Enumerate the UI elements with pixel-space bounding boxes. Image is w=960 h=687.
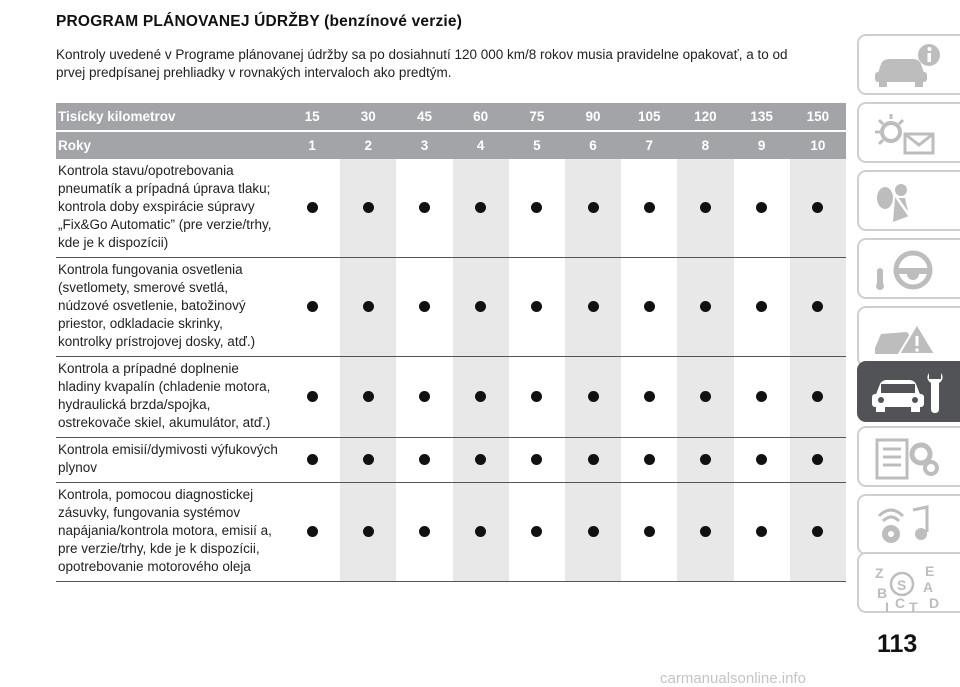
maintenance-item-row — [56, 258, 846, 357]
interval-cell — [677, 438, 733, 483]
check-required-dot — [644, 526, 655, 537]
km-header-label: Tisícky kilometrov — [56, 103, 284, 131]
check-required-dot — [531, 202, 542, 213]
check-required-dot — [700, 454, 711, 465]
index-letter: B — [877, 585, 888, 601]
km-value: 75 — [509, 103, 565, 131]
maintenance-item-row — [56, 159, 846, 258]
maintenance-schedule-table — [56, 103, 846, 582]
interval-cell — [734, 258, 790, 357]
year-value: 4 — [453, 131, 509, 159]
interval-cell — [509, 357, 565, 438]
intro-line: Kontroly uvedené v Programe plánovanej údržby sa po dosiahnutí 120 000 km/8 rokov musia pravidelne opakovať, a to od — [56, 47, 788, 62]
km-value: 30 — [340, 103, 396, 131]
interval-cell — [734, 159, 790, 258]
check-required-dot — [756, 202, 767, 213]
interval-cell — [284, 258, 340, 357]
interval-cell — [453, 438, 509, 483]
page-number: 113 — [877, 630, 918, 658]
check-required-dot — [419, 526, 430, 537]
interval-cell — [396, 357, 452, 438]
index-icon — [869, 560, 949, 616]
check-required-dot — [700, 301, 711, 312]
interval-cell — [340, 159, 396, 258]
maintenance-item-line: ostrekovače skiel, akumulátor, atď.) — [58, 415, 271, 430]
check-required-dot — [307, 526, 318, 537]
check-required-dot — [588, 301, 599, 312]
check-required-dot — [812, 454, 823, 465]
interval-cell — [790, 483, 846, 582]
maintenance-item-line: Kontrola, pomocou diagnostickej — [58, 487, 254, 502]
check-required-dot — [307, 301, 318, 312]
interval-cell — [734, 438, 790, 483]
maintenance-item-row — [56, 438, 846, 483]
maintenance-item-line: kontrola doby exspirácie súpravy — [58, 199, 255, 214]
km-value: 105 — [621, 103, 677, 131]
km-value: 135 — [734, 103, 790, 131]
km-value: 90 — [565, 103, 621, 131]
tab-safety[interactable] — [857, 170, 960, 231]
maintenance-item-line: núdzové osvetlenie, batožinový — [58, 298, 246, 313]
check-required-dot — [419, 454, 430, 465]
check-required-dot — [812, 391, 823, 402]
interval-cell — [677, 357, 733, 438]
index-letter: S — [897, 577, 907, 593]
tab-warning-lights[interactable] — [857, 102, 960, 163]
check-required-dot — [531, 391, 542, 402]
interval-cell — [621, 483, 677, 582]
interval-cell — [790, 258, 846, 357]
maintenance-item-row — [56, 357, 846, 438]
interval-cell — [790, 357, 846, 438]
check-required-dot — [644, 391, 655, 402]
maintenance-item-line: priestor, odkladacie skrinky, — [58, 316, 223, 331]
interval-cell — [284, 357, 340, 438]
interval-cell — [284, 483, 340, 582]
tab-maintenance[interactable] — [857, 361, 960, 422]
km-value: 45 — [396, 103, 452, 131]
maintenance-item-line: hydraulická brzda/spojka, — [58, 397, 211, 412]
check-required-dot — [475, 301, 486, 312]
interval-cell — [453, 159, 509, 258]
check-required-dot — [644, 301, 655, 312]
check-required-dot — [363, 301, 374, 312]
index-letter: T — [909, 599, 918, 615]
index-letter: E — [925, 563, 935, 579]
tab-driving[interactable] — [857, 238, 960, 299]
check-required-dot — [700, 391, 711, 402]
check-required-dot — [363, 202, 374, 213]
maintenance-item-line: hladiny kvapalín (chladenie motora, — [58, 379, 271, 394]
multimedia-icon — [869, 502, 949, 550]
check-required-dot — [756, 454, 767, 465]
km-value: 60 — [453, 103, 509, 131]
check-required-dot — [812, 301, 823, 312]
check-required-dot — [475, 202, 486, 213]
year-value: 6 — [565, 131, 621, 159]
interval-cell — [621, 357, 677, 438]
maintenance-item-line: kontrolky prístrojovej dosky, atď.) — [58, 334, 256, 349]
interval-cell — [565, 483, 621, 582]
check-required-dot — [812, 526, 823, 537]
technical-data-icon — [869, 434, 949, 482]
year-value: 3 — [396, 131, 452, 159]
index-letter: D — [929, 595, 940, 611]
maintenance-item-line: Kontrola stavu/opotrebovania — [58, 163, 234, 178]
index-letter: A — [923, 579, 934, 595]
tab-index[interactable] — [857, 552, 960, 613]
maintenance-item-line: opotrebovanie motorového oleja — [58, 559, 251, 574]
check-required-dot — [756, 526, 767, 537]
interval-cell — [734, 483, 790, 582]
years-header-label: Roky — [56, 131, 284, 159]
maintenance-item-line: pre verzie/trhy, kde je k dispozícii, — [58, 541, 260, 556]
index-letter: Z — [875, 565, 884, 581]
tab-multimedia[interactable] — [857, 494, 960, 555]
km-value: 15 — [284, 103, 340, 131]
check-required-dot — [307, 391, 318, 402]
maintenance-item-line: „Fix&Go Automatic” (pre verzie/trhy, — [58, 217, 272, 232]
maintenance-item-label — [56, 357, 284, 438]
interval-cell — [509, 483, 565, 582]
car-info-icon — [869, 42, 949, 90]
check-required-dot — [588, 391, 599, 402]
interval-cell — [396, 438, 452, 483]
interval-cell — [677, 258, 733, 357]
check-required-dot — [700, 526, 711, 537]
check-required-dot — [812, 202, 823, 213]
maintenance-item-line: Kontrola a prípadné doplnenie — [58, 361, 239, 376]
page-title: PROGRAM PLÁNOVANEJ ÚDRŽBY (benzínové verzie) — [56, 13, 463, 30]
interval-cell — [340, 483, 396, 582]
check-required-dot — [419, 202, 430, 213]
interval-cell — [340, 438, 396, 483]
interval-cell — [509, 159, 565, 258]
interval-cell — [565, 258, 621, 357]
interval-cell — [509, 438, 565, 483]
km-value: 150 — [790, 103, 846, 131]
interval-cell — [621, 258, 677, 357]
check-required-dot — [644, 202, 655, 213]
tab-technical-data[interactable] — [857, 426, 960, 487]
check-required-dot — [419, 301, 430, 312]
interval-cell — [565, 159, 621, 258]
watermark: carmanualsonline.info — [660, 670, 806, 687]
interval-cell — [453, 483, 509, 582]
interval-cell — [340, 258, 396, 357]
km-value: 120 — [677, 103, 733, 131]
interval-cell — [453, 357, 509, 438]
maintenance-item-line: (svetlomety, smerové svetlá, — [58, 280, 229, 295]
interval-cell — [677, 159, 733, 258]
check-required-dot — [531, 526, 542, 537]
maintenance-item-line: pneumatík a prípadná úprava tlaku; — [58, 181, 271, 196]
check-required-dot — [644, 454, 655, 465]
maintenance-item-line: Kontrola fungovania osvetlenia — [58, 262, 243, 277]
check-required-dot — [588, 454, 599, 465]
year-value: 2 — [340, 131, 396, 159]
check-required-dot — [475, 454, 486, 465]
years-header-row — [56, 131, 846, 159]
maintenance-item-line: kde je k dispozícii) — [58, 235, 169, 250]
maintenance-item-label — [56, 159, 284, 258]
tab-emergency[interactable] — [857, 306, 960, 367]
intro-paragraph — [56, 46, 846, 82]
intro-line: prvej predpísanej prehliadky v rovnakých intervaloch ako predtým. — [56, 65, 452, 80]
interval-cell — [396, 159, 452, 258]
interval-cell — [621, 159, 677, 258]
year-value: 7 — [621, 131, 677, 159]
interval-cell — [790, 159, 846, 258]
check-required-dot — [475, 391, 486, 402]
check-required-dot — [419, 391, 430, 402]
check-required-dot — [756, 391, 767, 402]
maintenance-item-row — [56, 483, 846, 582]
year-value: 8 — [677, 131, 733, 159]
year-value: 1 — [284, 131, 340, 159]
year-value: 5 — [509, 131, 565, 159]
steering-wheel-icon — [869, 246, 949, 294]
interval-cell — [565, 438, 621, 483]
check-required-dot — [588, 202, 599, 213]
check-required-dot — [475, 526, 486, 537]
warning-lights-icon — [869, 110, 949, 158]
interval-cell — [677, 483, 733, 582]
index-letter: I — [885, 599, 889, 615]
check-required-dot — [531, 301, 542, 312]
car-maintenance-icon — [867, 367, 947, 417]
check-required-dot — [756, 301, 767, 312]
maintenance-item-label — [56, 483, 284, 582]
check-required-dot — [531, 454, 542, 465]
check-required-dot — [363, 526, 374, 537]
km-header-row — [56, 103, 846, 131]
maintenance-item-label — [56, 438, 284, 483]
maintenance-item-line: Kontrola emisií/dymivosti výfukových — [58, 442, 278, 457]
interval-cell — [284, 159, 340, 258]
maintenance-item-line: plynov — [58, 460, 98, 475]
interval-cell — [396, 258, 452, 357]
safety-airbag-icon — [869, 178, 949, 226]
interval-cell — [565, 357, 621, 438]
interval-cell — [396, 483, 452, 582]
interval-cell — [340, 357, 396, 438]
check-required-dot — [307, 202, 318, 213]
year-value: 9 — [734, 131, 790, 159]
tab-car-info[interactable] — [857, 34, 960, 95]
interval-cell — [453, 258, 509, 357]
interval-cell — [790, 438, 846, 483]
check-required-dot — [363, 454, 374, 465]
maintenance-item-line: napájania/kontrola motora, emisií a, — [58, 523, 272, 538]
check-required-dot — [588, 526, 599, 537]
check-required-dot — [307, 454, 318, 465]
index-letter: C — [895, 595, 906, 611]
maintenance-item-line: zásuvky, fungovania systémov — [58, 505, 241, 520]
check-required-dot — [700, 202, 711, 213]
year-value: 10 — [790, 131, 846, 159]
interval-cell — [509, 258, 565, 357]
maintenance-item-label — [56, 258, 284, 357]
interval-cell — [284, 438, 340, 483]
interval-cell — [621, 438, 677, 483]
emergency-icon — [869, 314, 949, 362]
check-required-dot — [363, 391, 374, 402]
interval-cell — [734, 357, 790, 438]
